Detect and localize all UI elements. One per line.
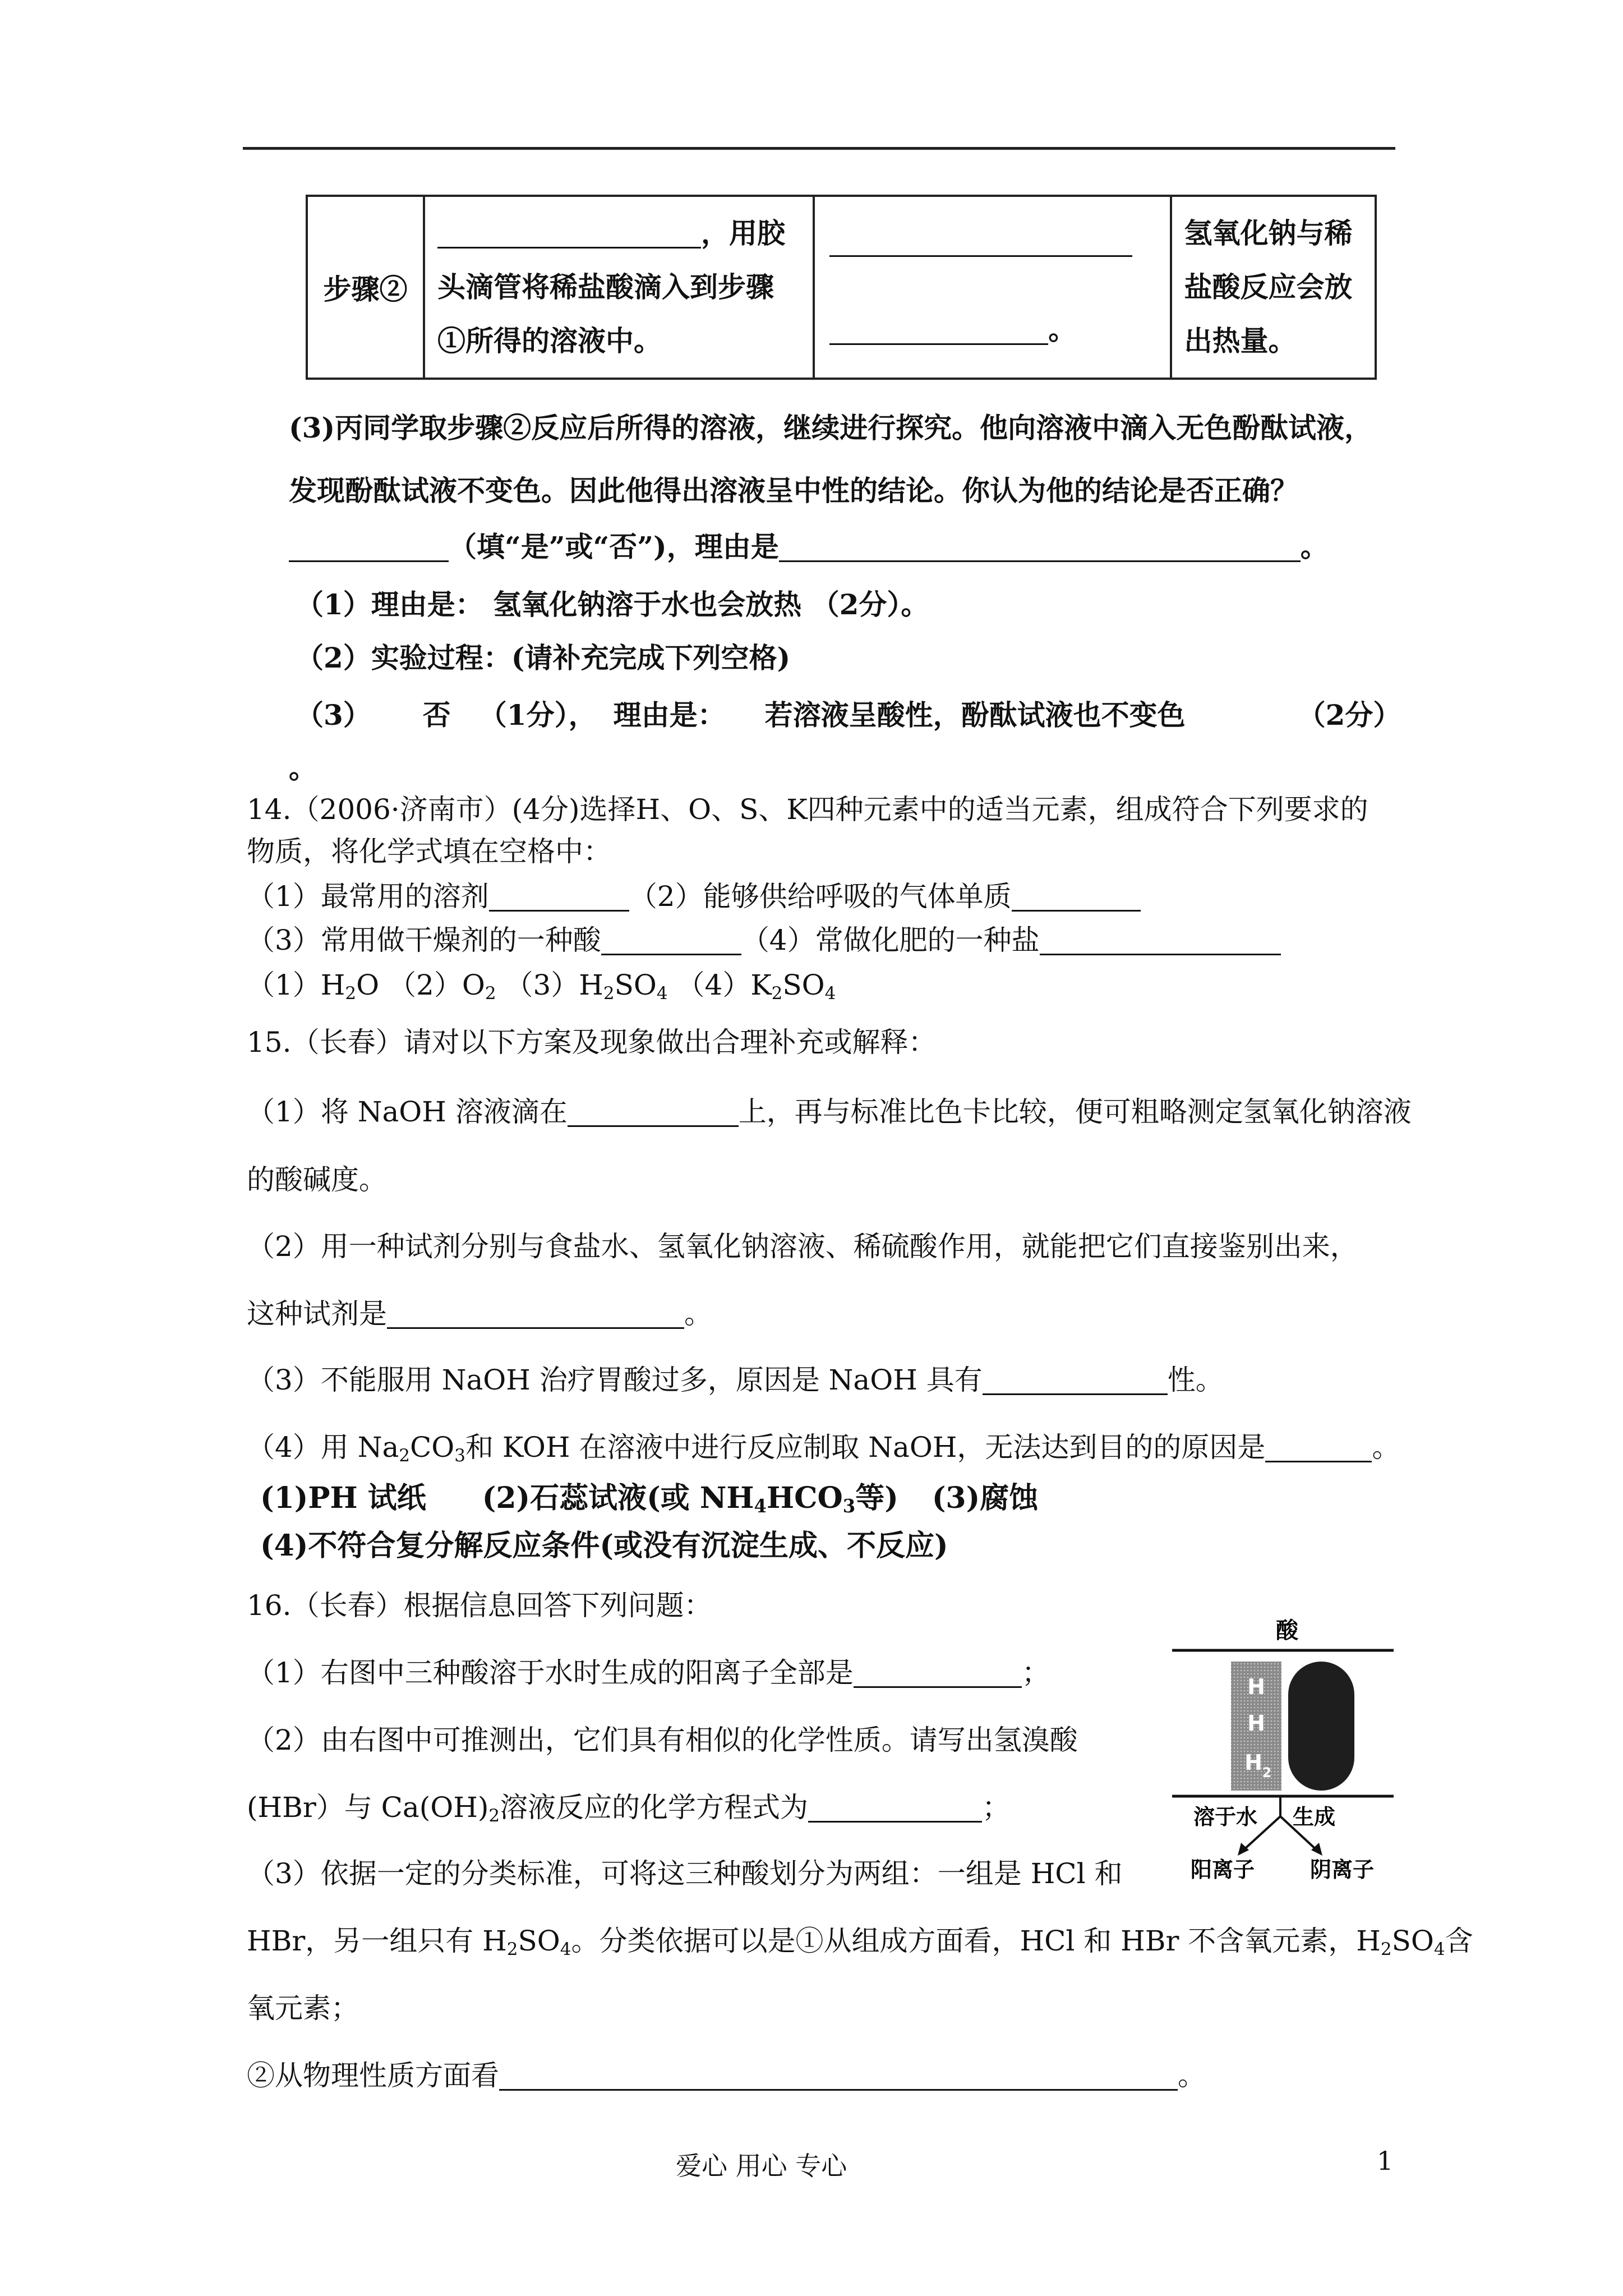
answer-13-3: （3） 否 （1分）， 理由是： 若溶液呈酸性，酚酞试液也不变色 （2分） bbox=[296, 698, 1401, 731]
figure-h2: H bbox=[1247, 1711, 1265, 1736]
q15-p2: （2）用一种试剂分别与食盐水、氢氧化钠溶液、稀硫酸作用，就能把它们直接鉴别出来， bbox=[247, 1230, 1358, 1263]
answer-blank[interactable] bbox=[601, 926, 741, 955]
q16-p3-cont: HBr，另一组只有 $H_2SO_4$。分类依据可以是①从组成方面看，HCl 和 HBr 不含氧元素，$H_2SO_4$含 bbox=[247, 1925, 1473, 1959]
figure-title: 酸 bbox=[1276, 1618, 1298, 1644]
page-number: 1 bbox=[1377, 2146, 1394, 2176]
step-label: 步骤② bbox=[307, 196, 424, 379]
answer-blank[interactable] bbox=[1040, 926, 1281, 955]
figure-arrowhead-left bbox=[1238, 1843, 1249, 1856]
answer-blank[interactable] bbox=[1012, 882, 1141, 912]
answer-13-2: （2）实验过程：(请补充完成下列空格) bbox=[296, 641, 791, 674]
q16-p2-cont: (HBr）与 $Ca(OH)_2$溶液反应的化学方程式为 ； bbox=[247, 1791, 1011, 1826]
answer-blank[interactable] bbox=[499, 2061, 1178, 2091]
q15-answers-2: (4)不符合复分解反应条件(或没有沉淀生成、不反应) bbox=[260, 1529, 948, 1563]
q14-row1: （1）最常用的溶剂 （2）能够供给呼吸的气体单质 bbox=[247, 874, 1141, 914]
experiment-table bbox=[306, 195, 1377, 380]
q3-line2: 发现酚酞试液不变色。因此他得出溶液呈中性的结论。你认为他的结论是否正确？ bbox=[289, 474, 1298, 507]
answer-blank[interactable] bbox=[829, 315, 1048, 345]
q16-p1: （1）右图中三种酸溶于水时生成的阳离子全部是 ； bbox=[247, 1657, 1050, 1689]
q15-p3: （3）不能服用 NaOH 治疗胃酸过多，原因是 NaOH 具有 性。 bbox=[247, 1364, 1224, 1396]
answer-blank[interactable] bbox=[387, 1299, 684, 1329]
q16-title: 16.（长春）根据信息回答下列问题： bbox=[247, 1589, 712, 1622]
answer-blank[interactable] bbox=[829, 227, 1132, 257]
answer-blank[interactable] bbox=[854, 1658, 1022, 1688]
q14-answers: $(1)H_2O$ $(2)O_2$ $(3)H_2SO_4$ $(4)K_2SO_4$ bbox=[247, 969, 836, 1004]
figure-h1: H bbox=[1247, 1674, 1265, 1699]
q3-line3: （填“是”或“否”)，理由是 。 bbox=[289, 524, 1329, 565]
answer-blank[interactable] bbox=[983, 1365, 1168, 1395]
figure-label-generate: 生成 bbox=[1292, 1805, 1336, 1829]
q16-p4: ②从物理性质方面看 。 bbox=[247, 2059, 1206, 2092]
answer-blank[interactable] bbox=[808, 1793, 982, 1823]
figure-anion-label: 阴离子 bbox=[1310, 1857, 1375, 1879]
answer-blank[interactable] bbox=[568, 1097, 739, 1127]
q3-line1: (3)丙同学取步骤②反应后所得的溶液，继续进行探究。他向溶液中滴入无色酚酞试液， bbox=[289, 411, 1373, 444]
q15-p1: （1）将 NaOH 溶液滴在 上，再与标准比色卡比较，便可粗略测定氢氧化钠溶液 bbox=[247, 1096, 1412, 1128]
answer-13-end: 。 bbox=[289, 752, 317, 785]
q15-p4: （4）用 $Na_2CO_3$和 KOH 在溶液中进行反应制取 NaOH，无法达到目的的原因是 。 bbox=[247, 1431, 1400, 1466]
step-procedure: ，用胶 头滴管将稀盐酸滴入到步骤 ①所得的溶液中。 bbox=[424, 196, 814, 379]
q14-line1: 14.（2006·济南市）(4分)选择H、O、S、K四种元素中的适当元素，组成符合下列要求的 bbox=[247, 793, 1368, 826]
figure-label-dissolve: 溶于水 bbox=[1193, 1805, 1258, 1829]
q15-title: 15.（长春）请对以下方案及现象做出合理补充或解释： bbox=[247, 1026, 937, 1059]
q15-p1-cont: 的酸碱度。 bbox=[247, 1163, 387, 1196]
q15-answers-1: (1)PH 试纸 (2)石蕊试液(或 $NH_4HCO_3$等) (3)腐蚀 bbox=[260, 1481, 1039, 1517]
footer-motto: 爱心 用心 专心 bbox=[676, 2151, 847, 2181]
answer-blank[interactable] bbox=[489, 882, 629, 912]
q16-p3-end: 氧元素； bbox=[247, 1992, 359, 2024]
answer-blank[interactable] bbox=[779, 532, 1301, 562]
answer-blank[interactable] bbox=[1265, 1433, 1372, 1462]
acid-ionization-diagram bbox=[1169, 1616, 1394, 1879]
q14-row2: （3）常用做干燥剂的一种酸 （4）常做化肥的一种盐 bbox=[247, 918, 1281, 958]
step-conclusion: 氢氧化钠与稀 盐酸反应会放 出热量。 bbox=[1171, 196, 1376, 379]
answer-blank[interactable] bbox=[437, 219, 701, 249]
q16-p3: （3）依据一定的分类标准，可将这三种酸划分为两组：一组是 HCl 和 bbox=[247, 1857, 1123, 1890]
step-phenomenon: 。 bbox=[814, 196, 1170, 379]
table-row bbox=[307, 196, 1376, 379]
q15-p2-cont: 这种试剂是 。 bbox=[247, 1297, 712, 1330]
figure-h3: H bbox=[1244, 1750, 1262, 1775]
header-rule bbox=[243, 147, 1395, 150]
q14-line2: 物质，将化学式填在空格中： bbox=[247, 835, 611, 868]
figure-cation-label: 阳离子 bbox=[1190, 1857, 1255, 1879]
answer-blank[interactable] bbox=[289, 532, 449, 562]
figure-h3-subscript: 2 bbox=[1262, 1765, 1272, 1780]
answer-13-1: （1）理由是： 氢氧化钠溶于水也会放热 （2分）。 bbox=[296, 588, 929, 621]
q16-p2: （2）由右图中可推测出，它们具有相似的化学性质。请写出氢溴酸 bbox=[247, 1724, 1078, 1756]
figure-arrowhead-right bbox=[1311, 1843, 1322, 1856]
acid-radical-capsule bbox=[1288, 1662, 1354, 1791]
